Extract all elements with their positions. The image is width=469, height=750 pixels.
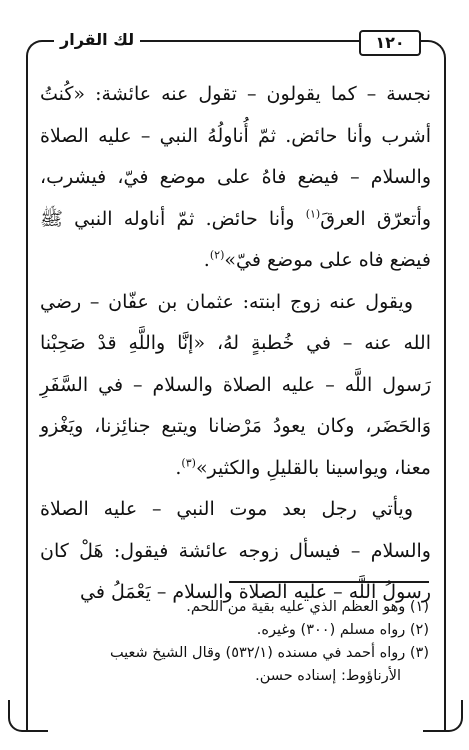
footnote-text: رواه مسلم (٣٠٠) وغيره.	[256, 622, 406, 638]
footnote-ref-1: (١)	[305, 207, 321, 221]
main-text	[40, 74, 431, 614]
footnote-marker: (٢)	[409, 622, 429, 638]
footnote-text: وهو العظم الذي عليه بقية من اللحم.	[186, 599, 406, 615]
paragraph-2-text: ويقول عنه زوج ابنته: عثمان بن عفّان – رضي الله عنه – في خُطبةٍ لهُ، «إنَّا واللَّهِ قدْ صَحِبْنا رَسول اللَّه – عليه الصلاة والسلام – في السَّفَرِ وَالحَضَر، وكان يعودُ مَرْضانا ويتبع جنائِزنا، ويَغْزو معنا، ويواسينا بالقليلِ والكثير»	[40, 290, 431, 479]
book-title: لك القرار	[54, 30, 140, 49]
frame-corner-bottom-left	[8, 700, 48, 732]
footnote-3	[40, 642, 429, 688]
footnote-text: رواه أحمد في مسنده (٥٣٢/١) وقال الشيخ شعيب	[109, 645, 406, 661]
frame-corner-bottom-right	[423, 700, 463, 732]
footnotes	[40, 596, 429, 688]
paragraph-3-text: ويأتي رجل بعد موت النبي – عليه الصلاة والسلام – فيسأل زوجه عائشة فيقول: هَلْ كان رسولُ اللَّه – عليه الصلاة والسلام – يَعْمَلُ في	[40, 498, 431, 603]
footnote-marker: (٣)	[409, 645, 429, 661]
footnote-ref-2: (٢)	[209, 248, 225, 262]
paragraph-1-text-b: وأنا حائض. ثمّ أناوله النبي ﷺ فيضع فاه على موضع فيّ»	[40, 207, 431, 271]
paragraph-1	[40, 74, 431, 282]
footnote-1	[40, 596, 429, 619]
footnote-continuation: الأرناؤوط: إسناده حسن.	[255, 668, 401, 684]
paragraph-1-text-a: نجسة – كما يقولون – تقول عنه عائشة: «كُنتُ أشرب وأنا حائض. ثمّ أُناولُهُ النبي – عليه الصلاة والسلام – فيضع فاهُ على موضع فيّ، فيشرب، وأتعرّق العرقَ	[40, 83, 432, 230]
footnote-2	[40, 619, 429, 642]
footnote-ref-3: (٣)	[181, 456, 196, 470]
period: .	[175, 456, 182, 479]
page-header	[40, 30, 439, 54]
page-number: ١٢٠	[359, 30, 421, 56]
period: .	[203, 249, 210, 271]
paragraph-2	[40, 282, 431, 490]
footnote-separator	[229, 581, 429, 583]
paragraph-3	[40, 489, 431, 614]
footnote-marker: (١)	[409, 599, 429, 615]
